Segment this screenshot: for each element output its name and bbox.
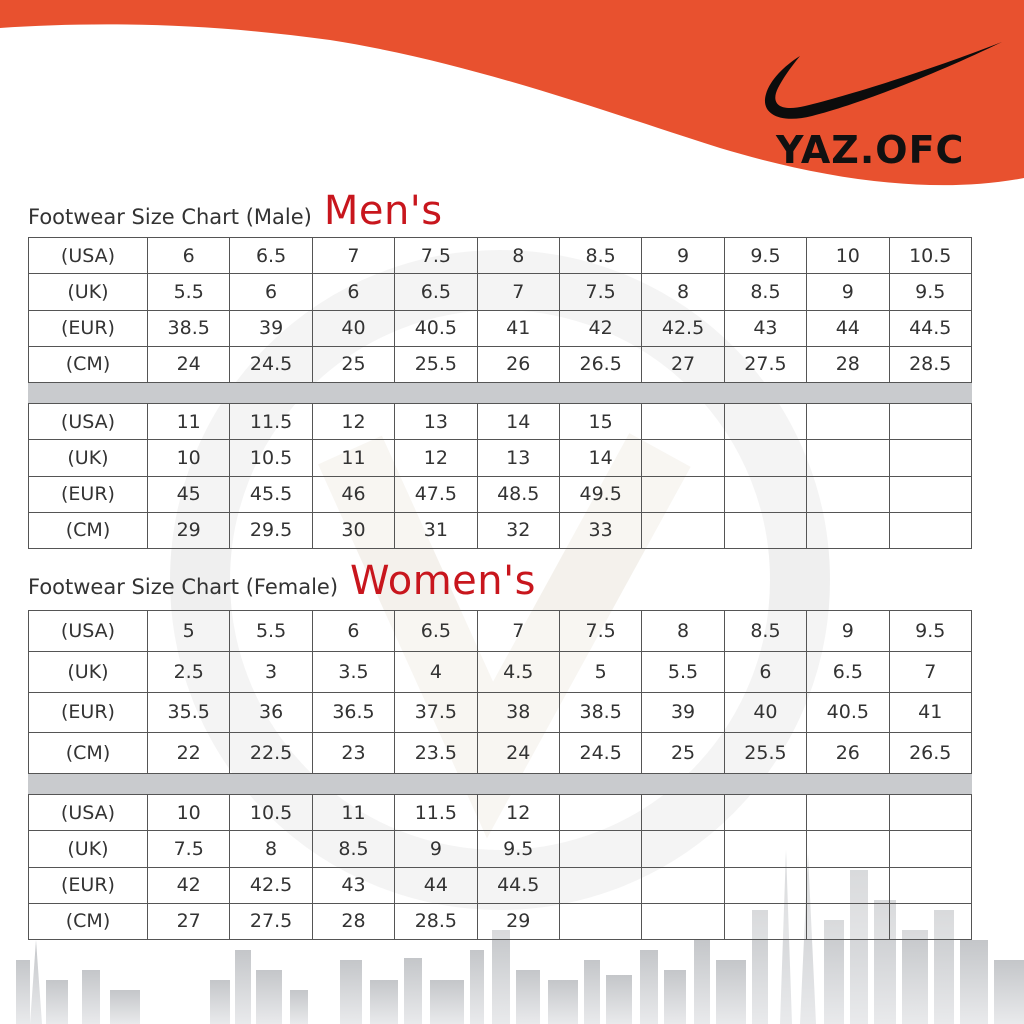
row-label: (CM) (29, 733, 148, 774)
size-cell (807, 512, 889, 548)
table-row (29, 611, 972, 652)
size-cell: 4 (395, 651, 477, 692)
size-cell: 9 (395, 831, 477, 867)
table-row (29, 238, 972, 274)
size-cell: 5.5 (230, 611, 312, 652)
size-cell: 14 (559, 440, 641, 476)
size-cell: 42 (559, 310, 641, 346)
size-cell (642, 512, 724, 548)
size-cell (807, 440, 889, 476)
size-cell: 35.5 (148, 692, 230, 733)
row-label: (EUR) (29, 310, 148, 346)
size-cell: 22.5 (230, 733, 312, 774)
size-cell: 26 (807, 733, 889, 774)
size-cell: 8 (642, 274, 724, 310)
size-cell: 7 (312, 238, 394, 274)
row-label: (USA) (29, 795, 148, 831)
size-cell: 28 (807, 346, 889, 382)
row-label: (UK) (29, 274, 148, 310)
size-cell: 24.5 (559, 733, 641, 774)
size-cell: 28.5 (889, 346, 971, 382)
size-cell: 40 (724, 692, 806, 733)
size-cell: 46 (312, 476, 394, 512)
size-cell (807, 831, 889, 867)
mens-heading-small: Footwear Size Chart (Male) (28, 205, 312, 229)
size-cell: 10.5 (889, 238, 971, 274)
table-row (29, 903, 972, 939)
size-cell: 8.5 (312, 831, 394, 867)
table-row (29, 795, 972, 831)
table-row (29, 346, 972, 382)
mens-heading (28, 188, 443, 234)
size-cell: 8 (642, 611, 724, 652)
size-cell: 29 (148, 512, 230, 548)
womens-size-table-2 (28, 794, 972, 940)
size-cell (642, 404, 724, 440)
size-cell: 26.5 (889, 733, 971, 774)
size-cell: 39 (642, 692, 724, 733)
row-label: (USA) (29, 238, 148, 274)
size-cell: 2.5 (148, 651, 230, 692)
size-cell: 6.5 (230, 238, 312, 274)
size-cell: 24.5 (230, 346, 312, 382)
row-label: (UK) (29, 651, 148, 692)
size-cell (724, 867, 806, 903)
size-cell: 41 (477, 310, 559, 346)
size-cell (889, 512, 971, 548)
row-label: (UK) (29, 831, 148, 867)
size-cell: 9.5 (477, 831, 559, 867)
size-cell: 7 (477, 611, 559, 652)
size-cell: 33 (559, 512, 641, 548)
size-cell: 44 (807, 310, 889, 346)
size-cell: 24 (148, 346, 230, 382)
size-cell: 28.5 (395, 903, 477, 939)
size-cell: 9.5 (889, 611, 971, 652)
size-cell: 42 (148, 867, 230, 903)
size-cell: 30 (312, 512, 394, 548)
size-cell: 9 (642, 238, 724, 274)
size-cell (724, 440, 806, 476)
size-cell: 40.5 (395, 310, 477, 346)
size-cell: 6.5 (807, 651, 889, 692)
size-cell: 44 (395, 867, 477, 903)
size-cell: 42.5 (642, 310, 724, 346)
size-cell: 29.5 (230, 512, 312, 548)
row-label: (EUR) (29, 476, 148, 512)
size-cell (889, 404, 971, 440)
size-cell: 40 (312, 310, 394, 346)
size-cell (724, 903, 806, 939)
row-label: (CM) (29, 512, 148, 548)
size-cell (724, 404, 806, 440)
size-cell: 7.5 (559, 274, 641, 310)
table-row (29, 512, 972, 548)
row-label: (CM) (29, 346, 148, 382)
size-cell: 38.5 (148, 310, 230, 346)
size-cell: 4.5 (477, 651, 559, 692)
size-cell: 8.5 (724, 611, 806, 652)
row-label: (CM) (29, 903, 148, 939)
size-cell: 43 (724, 310, 806, 346)
size-cell (724, 795, 806, 831)
size-cell: 6 (312, 611, 394, 652)
size-cell: 5.5 (642, 651, 724, 692)
size-cell: 36.5 (312, 692, 394, 733)
size-cell: 6 (148, 238, 230, 274)
size-cell: 6.5 (395, 274, 477, 310)
size-cell: 25 (642, 733, 724, 774)
size-cell: 9 (807, 611, 889, 652)
size-cell (724, 831, 806, 867)
size-cell: 22 (148, 733, 230, 774)
size-cell: 5.5 (148, 274, 230, 310)
size-cell (559, 867, 641, 903)
size-cell: 13 (395, 404, 477, 440)
size-cell: 11.5 (230, 404, 312, 440)
size-cell (889, 440, 971, 476)
size-cell: 8.5 (559, 238, 641, 274)
size-cell: 11 (312, 440, 394, 476)
size-cell (642, 795, 724, 831)
size-cell: 26 (477, 346, 559, 382)
table-row (29, 867, 972, 903)
size-cell: 7 (477, 274, 559, 310)
size-cell: 27.5 (230, 903, 312, 939)
size-cell: 8.5 (724, 274, 806, 310)
size-cell (724, 512, 806, 548)
size-cell: 32 (477, 512, 559, 548)
row-label: (UK) (29, 440, 148, 476)
size-cell: 8 (477, 238, 559, 274)
size-cell: 3.5 (312, 651, 394, 692)
size-cell: 36 (230, 692, 312, 733)
size-cell: 10.5 (230, 440, 312, 476)
size-cell (807, 867, 889, 903)
size-cell: 6 (312, 274, 394, 310)
mens-size-table-2 (28, 403, 972, 549)
size-cell: 48.5 (477, 476, 559, 512)
size-cell: 10 (807, 238, 889, 274)
womens-heading (28, 558, 536, 604)
size-cell (807, 903, 889, 939)
size-cell: 11 (312, 795, 394, 831)
size-cell (889, 476, 971, 512)
size-cell: 6.5 (395, 611, 477, 652)
size-cell: 7 (889, 651, 971, 692)
size-cell: 11 (148, 404, 230, 440)
size-cell (807, 476, 889, 512)
size-cell: 10.5 (230, 795, 312, 831)
size-cell: 49.5 (559, 476, 641, 512)
size-cell: 7.5 (559, 611, 641, 652)
table-row (29, 274, 972, 310)
row-label: (USA) (29, 611, 148, 652)
size-cell: 12 (477, 795, 559, 831)
size-cell (889, 795, 971, 831)
row-label: (EUR) (29, 867, 148, 903)
size-cell (889, 831, 971, 867)
size-cell: 23.5 (395, 733, 477, 774)
size-cell: 28 (312, 903, 394, 939)
size-cell: 7.5 (148, 831, 230, 867)
mens-heading-big: Men's (323, 188, 443, 234)
size-cell: 24 (477, 733, 559, 774)
size-cell: 6 (724, 651, 806, 692)
size-cell: 9.5 (724, 238, 806, 274)
size-cell (642, 867, 724, 903)
size-cell: 42.5 (230, 867, 312, 903)
size-cell: 10 (148, 795, 230, 831)
size-cell: 12 (395, 440, 477, 476)
size-cell: 26.5 (559, 346, 641, 382)
size-cell: 37.5 (395, 692, 477, 733)
size-cell (642, 903, 724, 939)
size-cell: 44.5 (477, 867, 559, 903)
size-cell: 39 (230, 310, 312, 346)
table-row (29, 831, 972, 867)
size-cell: 8 (230, 831, 312, 867)
size-cell: 45.5 (230, 476, 312, 512)
table-row (29, 476, 972, 512)
size-cell: 41 (889, 692, 971, 733)
size-cell (559, 831, 641, 867)
size-cell: 7.5 (395, 238, 477, 274)
womens-size-table-1 (28, 610, 972, 774)
size-cell (642, 440, 724, 476)
size-cell: 27.5 (724, 346, 806, 382)
size-cell (642, 476, 724, 512)
size-cell: 6 (230, 274, 312, 310)
row-label: (EUR) (29, 692, 148, 733)
size-cell: 5 (148, 611, 230, 652)
table-row (29, 692, 972, 733)
table-row (29, 733, 972, 774)
table-row (29, 404, 972, 440)
size-cell: 25.5 (395, 346, 477, 382)
size-cell (807, 795, 889, 831)
table-row (29, 651, 972, 692)
womens-heading-small: Footwear Size Chart (Female) (28, 575, 339, 599)
size-cell: 31 (395, 512, 477, 548)
size-cell: 23 (312, 733, 394, 774)
mens-size-table-1 (28, 237, 972, 383)
size-cell: 44.5 (889, 310, 971, 346)
size-cell: 29 (477, 903, 559, 939)
size-cell: 11.5 (395, 795, 477, 831)
womens-heading-big: Women's (350, 558, 536, 604)
table-row (29, 440, 972, 476)
size-cell: 27 (148, 903, 230, 939)
row-label: (USA) (29, 404, 148, 440)
size-cell (724, 476, 806, 512)
size-cell: 47.5 (395, 476, 477, 512)
size-cell: 13 (477, 440, 559, 476)
size-cell: 9 (807, 274, 889, 310)
size-cell: 15 (559, 404, 641, 440)
size-cell: 25 (312, 346, 394, 382)
size-cell: 9.5 (889, 274, 971, 310)
size-cell (889, 867, 971, 903)
size-cell: 38 (477, 692, 559, 733)
table-row (29, 310, 972, 346)
brand-text: YAZ.OFC (776, 128, 965, 172)
size-cell: 12 (312, 404, 394, 440)
size-cell: 38.5 (559, 692, 641, 733)
size-cell (889, 903, 971, 939)
size-cell: 14 (477, 404, 559, 440)
size-cell: 40.5 (807, 692, 889, 733)
size-cell: 27 (642, 346, 724, 382)
size-cell: 3 (230, 651, 312, 692)
size-cell (559, 903, 641, 939)
size-cell: 25.5 (724, 733, 806, 774)
table-separator (28, 774, 972, 794)
size-cell: 10 (148, 440, 230, 476)
table-separator (28, 383, 972, 403)
size-cell (807, 404, 889, 440)
size-cell (642, 831, 724, 867)
size-cell: 45 (148, 476, 230, 512)
size-cell (559, 795, 641, 831)
size-cell: 43 (312, 867, 394, 903)
size-cell: 5 (559, 651, 641, 692)
